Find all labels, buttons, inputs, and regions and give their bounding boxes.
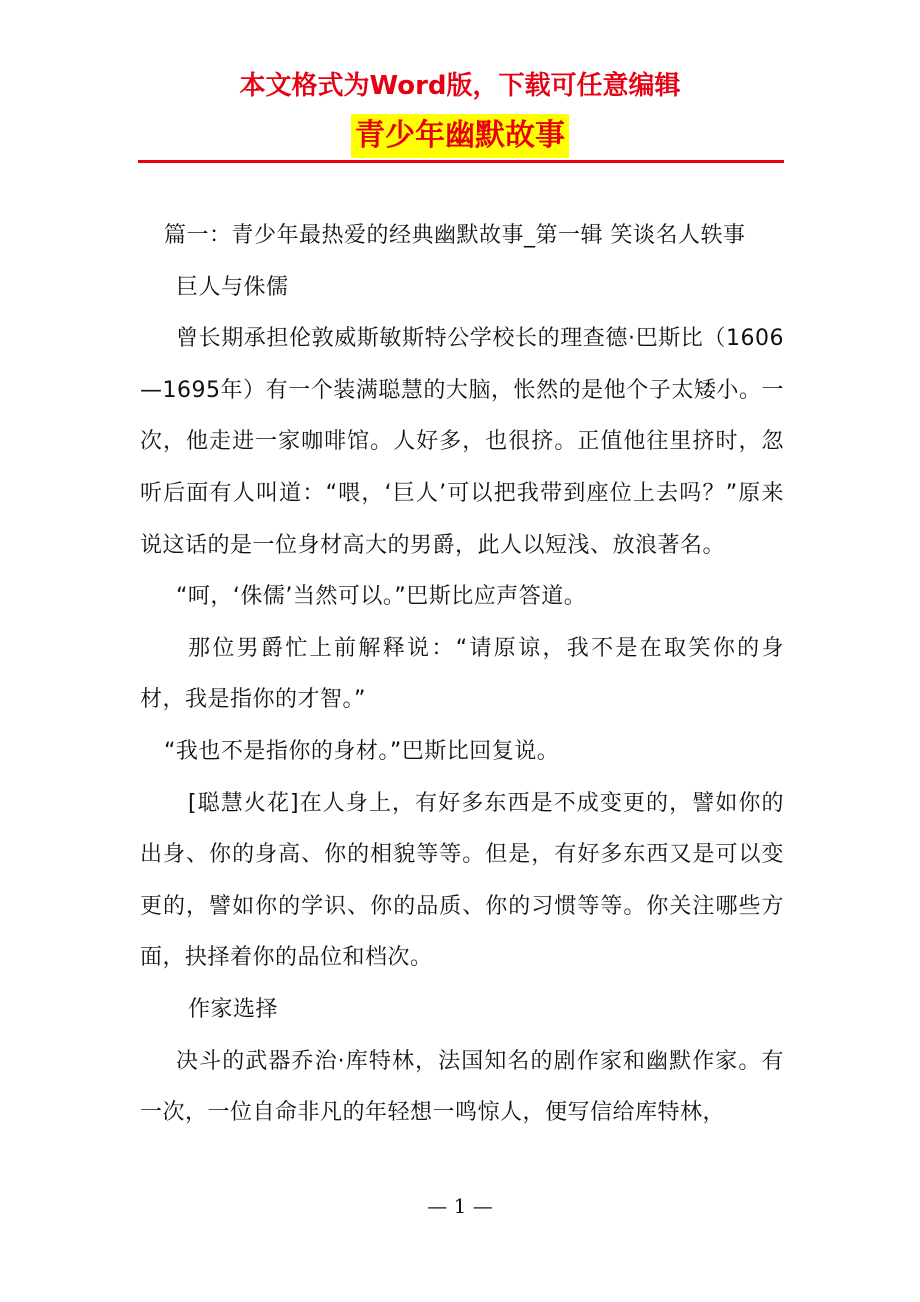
paragraph: [聪慧火花]在人身上，有好多东西是不成变更的，譬如你的出身、你的身高、你的相貌等等。但是，有好多东西又是可以变更的，譬如你的学识、你的品质、你的习惯等等。你关注哪些方面，抉择着你的品位和档次。 bbox=[140, 790, 784, 971]
format-banner: 本文格式为Word版，下载可任意编辑 bbox=[239, 71, 681, 101]
paragraph: 曾长期承担伦敦威斯敏斯特公学校长的理查德·巴斯比（1606—1695年）有一个装满聪慧的大脑，怅然的是他个子太矮小。一次，他走进一家咖啡馆。人好多，也很挤。正值他往里挤时，忽听后面有人叫道：“喂，‘巨人’可以把我带到座位上去吗？”原来说这话的是一位身材高大的男爵，此人以短浅、放浪著名。 bbox=[140, 326, 784, 558]
paragraph: 那位男爵忙上前解释说：“请原谅，我不是在取笑你的身材，我是指你的才智。” bbox=[140, 635, 784, 713]
page-number: — 1 — bbox=[427, 1194, 493, 1218]
title-container bbox=[0, 114, 920, 158]
article-body bbox=[140, 210, 784, 1139]
paragraph: “我也不是指你的身材。”巴斯比回复说。 bbox=[164, 738, 560, 764]
document-title: 青少年幽默故事 bbox=[351, 114, 569, 158]
story-title: 巨人与侏儒 bbox=[176, 274, 289, 300]
paragraph: 决斗的武器乔治·库特林，法国知名的剧作家和幽默作家。有一次，一位自命非凡的年轻想一鸣惊人，便写信给库特林， bbox=[140, 1048, 784, 1126]
section-heading: 篇一：青少年最热爱的经典幽默故事_第一辑 笑谈名人轶事 bbox=[164, 223, 746, 248]
story-title: 作家选择 bbox=[188, 996, 279, 1022]
title-divider bbox=[138, 160, 784, 163]
paragraph: “呵，‘侏儒’当然可以。”巴斯比应声答道。 bbox=[176, 584, 587, 610]
